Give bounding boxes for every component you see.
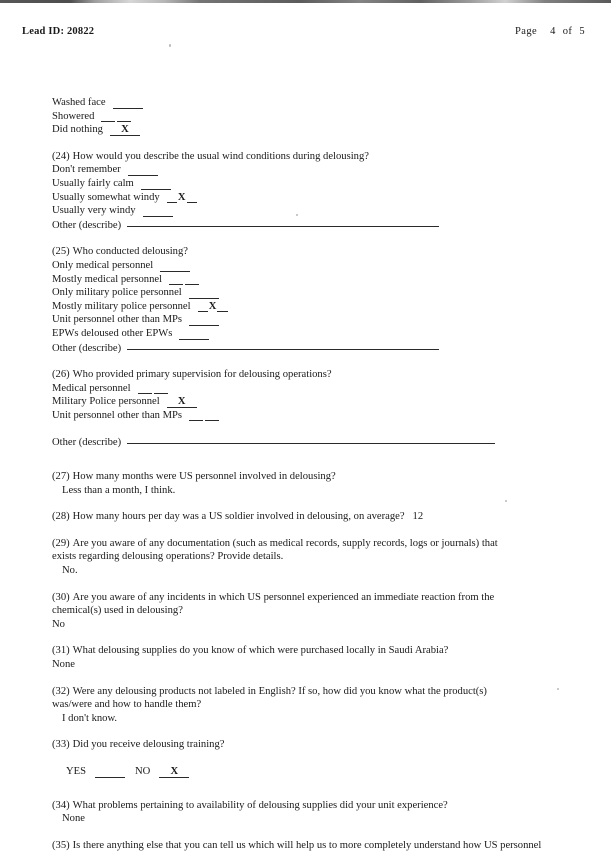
other-row[interactable] (52, 218, 552, 233)
question-number: (25) (52, 246, 70, 258)
option-blank[interactable] (198, 300, 228, 314)
option-blank[interactable] (110, 123, 140, 137)
question-prompt: Is there anything else that you can tell us which will help us to more completely understand how US personnel (72, 839, 542, 851)
question-34 (52, 799, 552, 826)
page-number-header (515, 26, 589, 37)
option-row[interactable] (52, 286, 552, 300)
option-label: Medical personnel (52, 382, 131, 394)
other-row[interactable] (52, 435, 552, 450)
option-row[interactable] (52, 191, 552, 205)
question-26 (52, 368, 552, 450)
question-prompt: Were any delousing products not labeled in English? If so, how did you know what the product(s) was/were and how to handle them? (52, 685, 487, 711)
option-blank[interactable] (138, 382, 168, 396)
option-mark: X (177, 191, 186, 203)
question-answer[interactable]: None (52, 659, 75, 670)
question-prompt: How many months were US personnel involved in delousing? (72, 471, 336, 483)
other-label: Other (describe) (52, 437, 122, 449)
question-24 (52, 150, 552, 233)
option-blank[interactable] (113, 96, 143, 110)
option-label: Washed face (52, 97, 106, 108)
question-33 (52, 738, 552, 778)
option-row[interactable] (52, 327, 552, 341)
yes-mark (109, 766, 111, 777)
page-total: 5 (579, 26, 585, 37)
question-prompt: How many hours per day was a US soldier involved in delousing, on average? (72, 511, 405, 523)
question-number: (30) (52, 591, 70, 603)
option-label: Military Police personnel (52, 396, 160, 408)
question-prompt: Are you aware of any incidents in which US personnel experienced an immediate reaction from the chemical(s) used in delousing? (52, 591, 495, 617)
option-label: Mostly military police personnel (52, 300, 191, 312)
question-prompt: Are you aware of any documentation (such as medical records, supply records, logs or journals) that exists regarding delousing operations? Provide details. (52, 537, 498, 563)
page-number: 4 (550, 26, 556, 37)
option-mark (203, 287, 205, 298)
option-mark (152, 383, 154, 394)
question-inline-answer[interactable]: 12 (412, 511, 424, 523)
option-mark (115, 111, 117, 122)
question-prompt: What delousing supplies do you know of which were purchased locally in Saudi Arabia? (72, 645, 449, 657)
option-label: Don't remember (52, 164, 121, 176)
option-label: Only military police personnel (52, 287, 182, 299)
question-number: (24) (52, 150, 70, 162)
scan-speck (557, 688, 559, 690)
no-blank[interactable] (159, 765, 189, 779)
option-blank[interactable] (141, 177, 171, 191)
checklist-item[interactable] (52, 96, 552, 110)
question-text (52, 799, 552, 813)
question-prompt: What problems pertaining to availability of delousing supplies did your unit experience? (72, 799, 448, 811)
option-blank[interactable] (128, 163, 158, 177)
question-number: (35) (52, 839, 70, 851)
option-mark (193, 328, 195, 339)
option-row[interactable] (52, 273, 552, 287)
question-text (52, 510, 552, 524)
option-mark (127, 97, 129, 108)
question-number: (33) (52, 739, 70, 751)
option-row[interactable] (52, 382, 552, 396)
other-rule[interactable] (127, 340, 439, 350)
option-label: Showered (52, 110, 95, 122)
question-answer[interactable]: None (62, 813, 85, 825)
question-32 (52, 685, 552, 726)
question-answer[interactable]: No. (62, 565, 78, 577)
question-text (52, 245, 552, 259)
option-blank[interactable] (101, 110, 131, 124)
question-answer[interactable]: I don't know. (62, 712, 118, 724)
no-mark: X (170, 765, 179, 777)
question-25 (52, 245, 552, 355)
option-label: Usually fairly calm (52, 177, 134, 189)
option-label: Unit personnel other than MPs (52, 314, 183, 326)
lead-id-label: Lead ID: (22, 26, 65, 37)
option-row[interactable] (52, 409, 552, 423)
question-text (52, 644, 552, 658)
question-number: (26) (52, 369, 70, 381)
option-label: Usually very windy (52, 205, 136, 217)
question-number: (28) (52, 511, 70, 523)
option-mark (183, 274, 185, 285)
option-row[interactable] (52, 177, 552, 191)
question-prompt: How would you describe the usual wind conditions during delousing? (72, 150, 369, 162)
question-prompt: Who conducted delousing? (72, 246, 188, 258)
yes-no-row[interactable] (52, 765, 552, 779)
question-35 (52, 839, 552, 852)
option-label: Did nothing (52, 124, 103, 136)
other-label: Other (describe) (52, 219, 122, 231)
question-text (52, 150, 552, 164)
option-mark (203, 314, 205, 325)
form-body (52, 96, 552, 852)
question-number: (31) (52, 645, 70, 657)
option-mark: X (177, 396, 186, 408)
option-blank[interactable] (160, 259, 190, 273)
question-30 (52, 591, 552, 632)
question-text (52, 537, 514, 564)
question-number: (29) (52, 537, 70, 549)
question-text (52, 591, 514, 618)
option-blank[interactable] (179, 327, 209, 341)
question-text (52, 368, 552, 382)
option-row[interactable] (52, 163, 552, 177)
question-31 (52, 644, 552, 671)
other-rule[interactable] (127, 434, 495, 444)
option-mark (157, 205, 159, 216)
question-29 (52, 537, 552, 578)
option-mark (203, 410, 205, 421)
option-blank[interactable] (143, 204, 173, 218)
option-mark (174, 260, 176, 271)
option-row[interactable] (52, 313, 552, 327)
question-27 (52, 470, 552, 497)
page-of-label: of (562, 26, 573, 37)
option-row[interactable] (52, 395, 552, 409)
question-number: (34) (52, 799, 70, 811)
option-blank[interactable] (189, 409, 219, 423)
option-row[interactable] (52, 259, 552, 273)
option-label: EPWs deloused other EPWs (52, 327, 173, 339)
option-blank[interactable] (189, 313, 219, 327)
option-mark: X (208, 300, 217, 312)
top-checklist (52, 96, 552, 137)
option-label: Mostly medical personnel (52, 273, 163, 285)
question-prompt: Did you receive delousing training? (72, 739, 225, 751)
checklist-item[interactable] (52, 110, 552, 124)
other-row[interactable] (52, 341, 552, 356)
question-answer[interactable]: No (52, 618, 65, 630)
question-prompt: Who provided primary supervision for delousing operations? (72, 369, 332, 381)
lead-id-header (22, 26, 94, 37)
option-blank[interactable] (167, 191, 197, 205)
option-mark: X (121, 124, 129, 136)
other-label: Other (describe) (52, 342, 122, 354)
question-text (52, 839, 552, 852)
question-answer[interactable]: Less than a month, I think. (62, 484, 176, 496)
option-blank[interactable] (169, 273, 199, 287)
option-label: Usually somewhat windy (52, 191, 160, 203)
question-28 (52, 510, 552, 524)
question-number: (27) (52, 471, 70, 483)
checklist-item[interactable] (52, 123, 552, 137)
scan-speck (169, 44, 171, 47)
option-blank[interactable] (167, 395, 197, 409)
option-row[interactable] (52, 204, 552, 218)
option-mark (155, 178, 157, 189)
option-mark (142, 164, 144, 175)
lead-id-value: 20822 (66, 26, 95, 37)
question-text (52, 470, 552, 484)
option-row[interactable] (52, 300, 552, 314)
option-blank[interactable] (189, 286, 219, 300)
no-label: NO (135, 765, 151, 777)
other-rule[interactable] (127, 217, 439, 227)
option-label: Only medical personnel (52, 259, 154, 271)
page-label: Page (515, 26, 538, 37)
question-number: (32) (52, 685, 70, 697)
yes-label: YES (66, 765, 87, 777)
yes-blank[interactable] (95, 765, 125, 779)
scan-edge-artifact (0, 0, 611, 3)
question-text (52, 685, 514, 712)
option-label: Unit personnel other than MPs (52, 409, 183, 421)
question-text (52, 738, 552, 752)
